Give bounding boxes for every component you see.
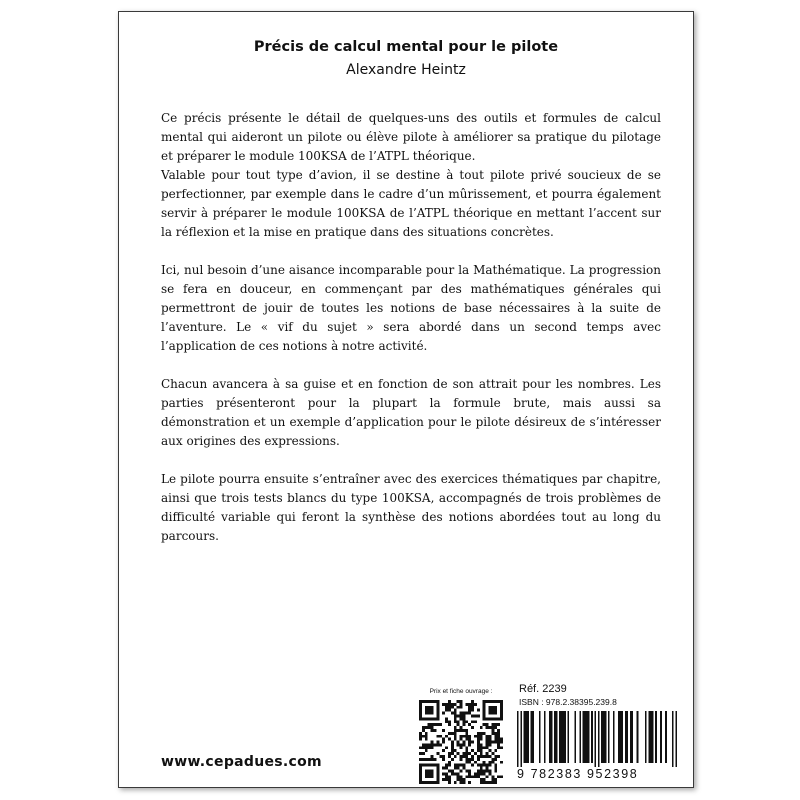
reference-number: Réf. 2239: [519, 683, 567, 695]
qr-caption: Prix et fiche ouvrage :: [429, 688, 493, 695]
book-title: Précis de calcul mental pour le pilote: [253, 39, 559, 55]
description: [161, 109, 661, 565]
isbn-label: ISBN : 978.2.38395.239.8: [519, 697, 617, 707]
barcode-number: 9 782383 952398: [517, 767, 639, 781]
book-author: Alexandre Heintz: [346, 62, 466, 78]
paragraph-intro: Ce précis présente le détail de quelques-uns des outils et formules de calcul mental qui aideront un pilote ou élève pilote à améliorer sa pratique du pilotage et préparer le module 100KSA de l’ATPL théorique.: [161, 111, 661, 163]
isbn-barcode: [517, 711, 677, 767]
paragraph-audience: Valable pour tout type d’avion, il se destine à tout pilote privé soucieux de se perfectionner, par exemple dans le cadre d’un mûrissement, et pourra également servir à préparer le module 100KSA de l’ATPL théorique en mettant l’accent sur la réflexion et la mise en pratique dans des situations concrètes.: [161, 168, 661, 239]
paragraph-progression: Ici, nul besoin d’une aisance incomparable pour la Mathématique. La progression se fera en douceur, en commençant par des mathématiques générales qui permettront de jouir de toutes les notions de base nécessaires à la suite de l’aventure. Le « vif du sujet » sera abordé dans un second temps avec l’application de ces notions à notre activité.: [161, 263, 661, 353]
paragraph-structure: Chacun avancera à sa guise et en fonction de son attrait pour les nombres. Les parties présenteront pour la plupart la formule brute, mais aussi sa démonstration et un exemple d’application pour le pilote désireux de s’intéresser aux origines des expressions.: [161, 377, 661, 448]
qr-code[interactable]: [419, 700, 503, 784]
back-cover: [118, 11, 694, 788]
website-link[interactable]: www.cepadues.com: [161, 754, 322, 770]
paragraph-exercises: Le pilote pourra ensuite s’entraîner avec des exercices thématiques par chapitre, ainsi que trois tests blancs du type 100KSA, accompagnés de trois problèmes de difficulté variable qui feront la synthèse des notions abordées tout au long du parcours.: [161, 472, 661, 543]
